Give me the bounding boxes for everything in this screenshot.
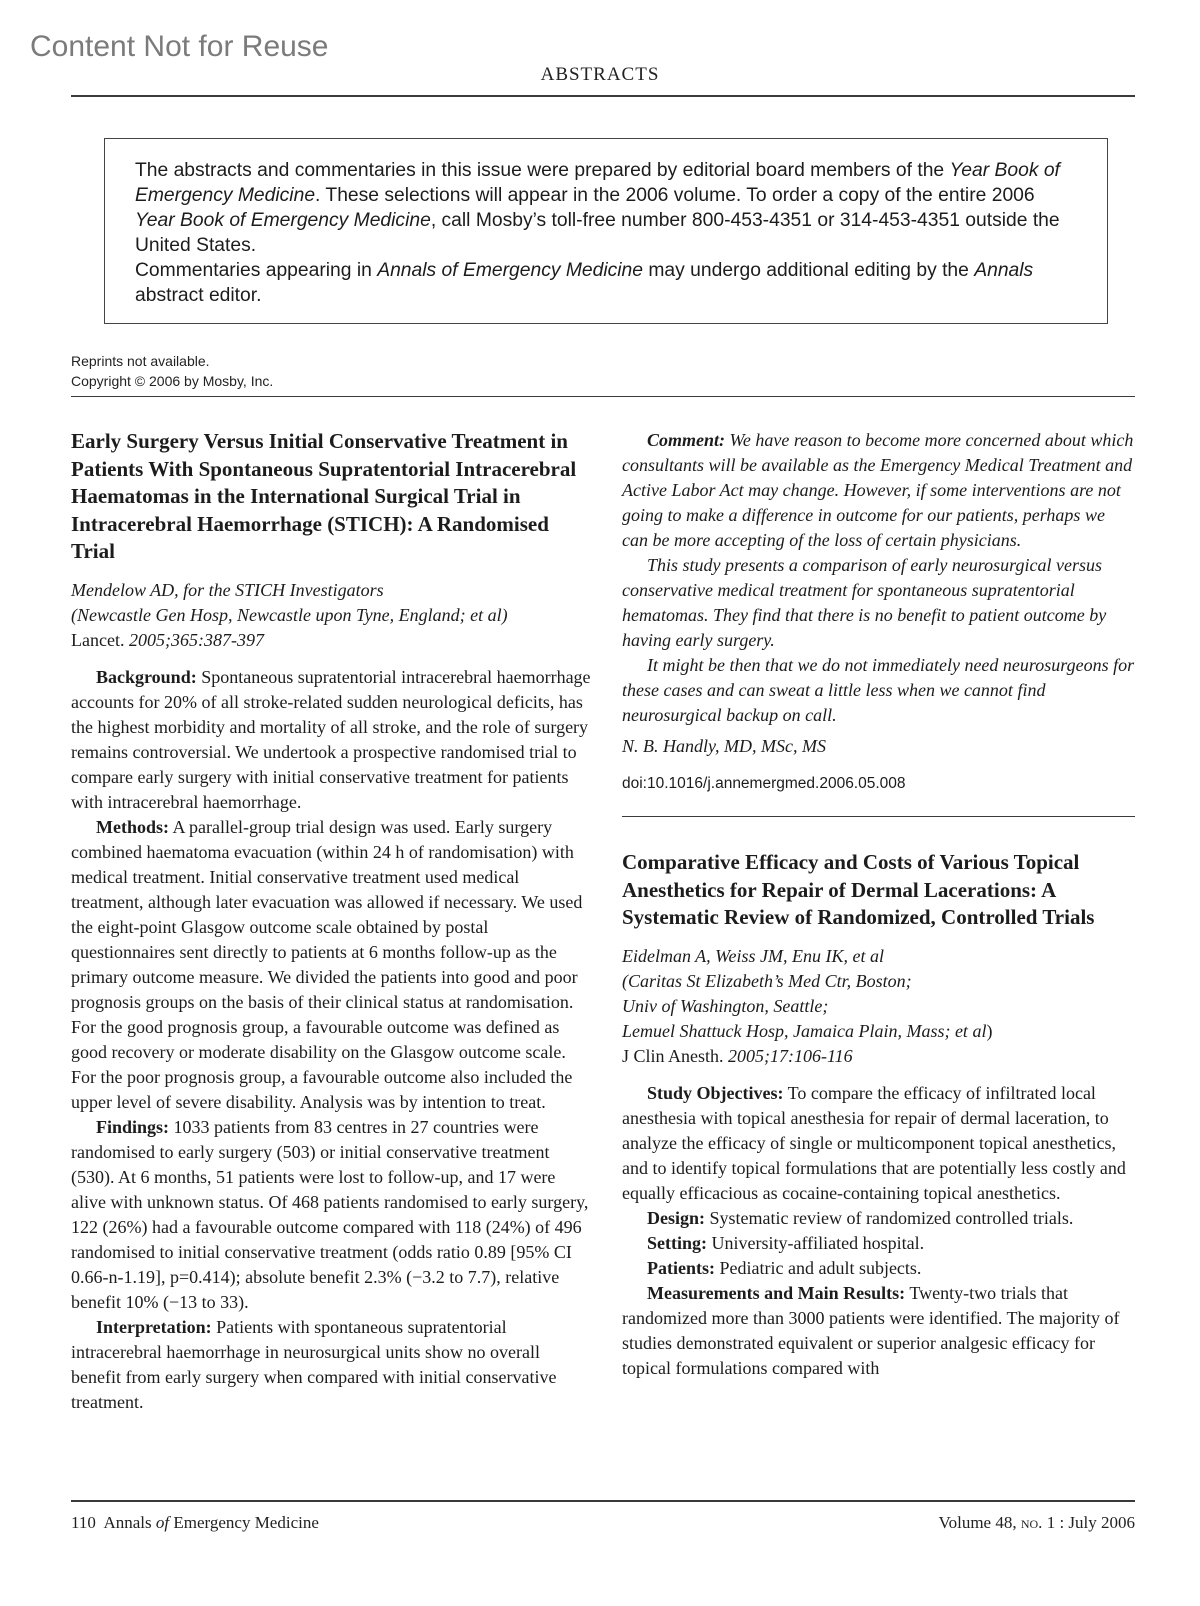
header-rule: [71, 95, 1135, 97]
article-1-doi[interactable]: doi:10.1016/j.annemergmed.2006.05.008: [622, 775, 906, 792]
article-1-methods: Methods: A parallel-group trial design was used. Early surgery combined haematoma evacuation (within 24 h of randomisation) with medical treatment. Initial conservative treatment used medical treatment, although later evacuation was allowed if necessary. We used the eight-point Glasgow outcome scale obtained by postal questionnaires sent directly to patients at 6 months follow-up as the primary outcome measure. We divided the patients into good and poor prognosis groups on the basis of their clinical status at randomisation. For the good prognosis group, a favourable outcome was defined as good recovery or moderate disability on the Glasgow outcome scale. For the poor prognosis group, a favourable outcome also included the upper level of severe disability. Analysis was by intention to treat.: [71, 816, 583, 1112]
article-1-findings: Findings: 1033 patients from 83 centres in 27 countries were randomised to early surgery (503) or initial conservative treatment (530). At 6 months, 51 patients were lost to follow-up, and 17 were alive with unknown status. Of 468 patients randomised to early surgery, 122 (26%) had a favourable outcome compared with 118 (24%) of 496 randomised to initial conservative treatment (odds ratio 0.89 [95% CI 0.66-n-1.19], p=0.414); absolute benefit 2.3% (−3.2 to 7.7), relative benefit 10% (−13 to 33).: [71, 1116, 589, 1312]
watermark: Content Not for Reuse: [30, 30, 329, 63]
left-column: [71, 428, 593, 1415]
reprints-note: Reprints not available.: [71, 353, 210, 369]
section-header: ABSTRACTS: [540, 64, 660, 85]
article-1-background: Background: Spontaneous supratentorial intracerebral haemorrhage accounts for 20% of all stroke-related sudden neurological deficits, has the highest morbidity and mortality of all stroke, and the role of surgery remains controversial. We undertook a prospective randomised trial to compare early surgery with initial conservative treatment for patients with intracerebral haemorrhage.: [71, 666, 591, 812]
footer-rule: [71, 1500, 1135, 1502]
article-1-journal: Lancet. 2005;365:387-397: [71, 629, 264, 650]
article-2-objectives: Study Objectives: To compare the efficacy of infiltrated local anesthesia with topical anesthesia for repair of dermal laceration, to analyze the efficacy of single or multicomponent topical anesthetics, and to identify topical formulations that are potentially less costly and equally efficacious as cocaine-containing topical anesthetics.: [622, 1082, 1126, 1203]
editorial-notice-box: [104, 138, 1108, 324]
article-2-title: Comparative Efficacy and Costs of Various Topical Anesthetics for Repair of Dermal Lacerations: A Systematic Review of Randomized, Controlled Trials: [622, 850, 1095, 929]
article-2-design: Design: Systematic review of randomized controlled trials.: [647, 1207, 1074, 1228]
article-1-interpretation: Interpretation: Patients with spontaneous supratentorial intracerebral haemorrhage in neurosurgical units show no overall benefit from early surgery when compared with initial conservative treatment.: [71, 1316, 557, 1412]
article-2-setting: Setting: University-affiliated hospital.: [647, 1232, 925, 1253]
article-2-patients: Patients: Pediatric and adult subjects.: [647, 1257, 922, 1278]
article-2-affiliation-3: Lemuel Shattuck Hosp, Jamaica Plain, Mass; et al): [622, 1020, 993, 1041]
article-2-journal: J Clin Anesth. 2005;17:106-116: [622, 1045, 853, 1066]
article-1-comment-3: It might be then that we do not immediately need neurosurgeons for these cases and can sweat a little less when we cannot find neurosurgical backup on call.: [622, 655, 1135, 725]
article-1-signoff: N. B. Handly, MD, MSc, MS: [622, 736, 826, 756]
meta-rule: [71, 396, 1135, 397]
article-2-affiliation-2: Univ of Washington, Seattle;: [622, 995, 829, 1016]
page-number: 110: [71, 1513, 96, 1532]
footer-volume: Volume 48, no. 1 : July 2006: [938, 1513, 1135, 1532]
article-1-title: Early Surgery Versus Initial Conservative Treatment in Patients With Spontaneous Supratentorial Intracerebral Haematomas in the International Surgical Trial in Intracerebral Haemorrhage (STICH): A Randomised Trial: [71, 429, 577, 563]
article-2-affiliation-1: (Caritas St Elizabeth’s Med Ctr, Boston;: [622, 970, 912, 991]
notice-paragraph-1: The abstracts and commentaries in this issue were prepared by editorial board members of the Year Book of Emergency Medicine. These selections will appear in the 2006 volume. To order a copy of the entire 2006 Year Book of Emergency Medicine, call Mosby’s toll-free number 800-453-4351 or 314-453-4351 outside the United States.: [135, 160, 1060, 256]
article-2-authors: Eidelman A, Weiss JM, Enu IK, et al: [622, 945, 884, 966]
article-separator: [622, 816, 1135, 817]
copyright-note: Copyright © 2006 by Mosby, Inc.: [71, 373, 274, 389]
right-column: [622, 428, 1135, 1381]
reprint-meta: [71, 351, 273, 391]
article-2-results: Measurements and Main Results: Twenty-two trials that randomized more than 3000 patients were identified. The majority of studies demonstrated equivalent or superior analgesic efficacy for topical formulations compared with: [622, 1282, 1120, 1378]
notice-paragraph-2: Commentaries appearing in Annals of Emergency Medicine may undergo additional editing by the Annals abstract editor.: [135, 260, 1034, 306]
footer-journal: 110 Annals of Emergency Medicine: [71, 1513, 319, 1532]
article-1-comment-2: This study presents a comparison of early neurosurgical versus conservative medical treatment for spontaneous supratentorial hematomas. They find that there is no benefit to patient outcome by having early surgery.: [622, 555, 1107, 650]
article-1-affiliation: (Newcastle Gen Hosp, Newcastle upon Tyne, England; et al): [71, 604, 508, 625]
article-1-authors: Mendelow AD, for the STICH Investigators: [71, 579, 384, 600]
article-1-comment: Comment: We have reason to become more concerned about which consultants will be available as the Emergency Medical Treatment and Active Labor Act may change. However, if some interventions are not going to make a difference in outcome for our patients, perhaps we can be more accepting of the loss of certain physicians.: [622, 430, 1134, 550]
